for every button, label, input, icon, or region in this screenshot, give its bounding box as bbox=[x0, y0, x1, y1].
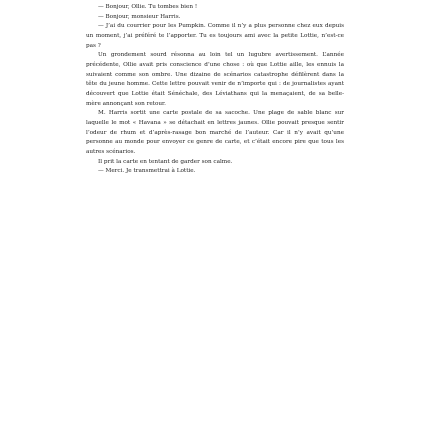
paragraph: Il prit la carte en tentant de garder son calme. bbox=[98, 158, 233, 165]
paragraph: M. Harris sortit une carte postale de sa sacoche. Une plage de sable blanc sur laquelle le mot « Havana » se détachait en lettres jaunes. Ollie pouvait presque sentir l’odeur de rhum et d’après-rasage bon marché de l’auteur. Car il n’y avait qu’une personne au monde pour envoyer ce genre de carte, et c’était encore pire que tous les autres scénarios. bbox=[86, 110, 344, 155]
book-page bbox=[86, 3, 344, 177]
paragraph: — Merci. Je transmettrai à Lottie. bbox=[98, 168, 196, 175]
paragraph: Un grondement sourd résonna au loin tel un lugubre avertissement. L’année précédente, Ollie avait pris conscience d’une chose : où que Lottie aille, les ennuis la suivaient comme son ombre. Une dizaine de scénarios catastrophe défilèrent dans la tête du jeune homme. Cette lettre pouvait venir de n’importe qui : de journalistes ayant découvert que Lottie était Sénéchale, des Léviathans qui la menaçaient, de sa belle-mère annonçant son retour. bbox=[86, 52, 344, 107]
paragraph: — J’ai du courrier pour les Pumpkin. Comme il n’y a plus personne chez eux depuis un moment, j’ai préféré te l’apporter. Tu es toujours ami avec la petite Lottie, n’est-ce pas ? bbox=[86, 23, 344, 49]
paragraph: — Bonjour, monsieur Harris. bbox=[98, 13, 181, 20]
paragraph: — Bonjour, Ollie. Tu tombes bien ! bbox=[98, 4, 198, 10]
